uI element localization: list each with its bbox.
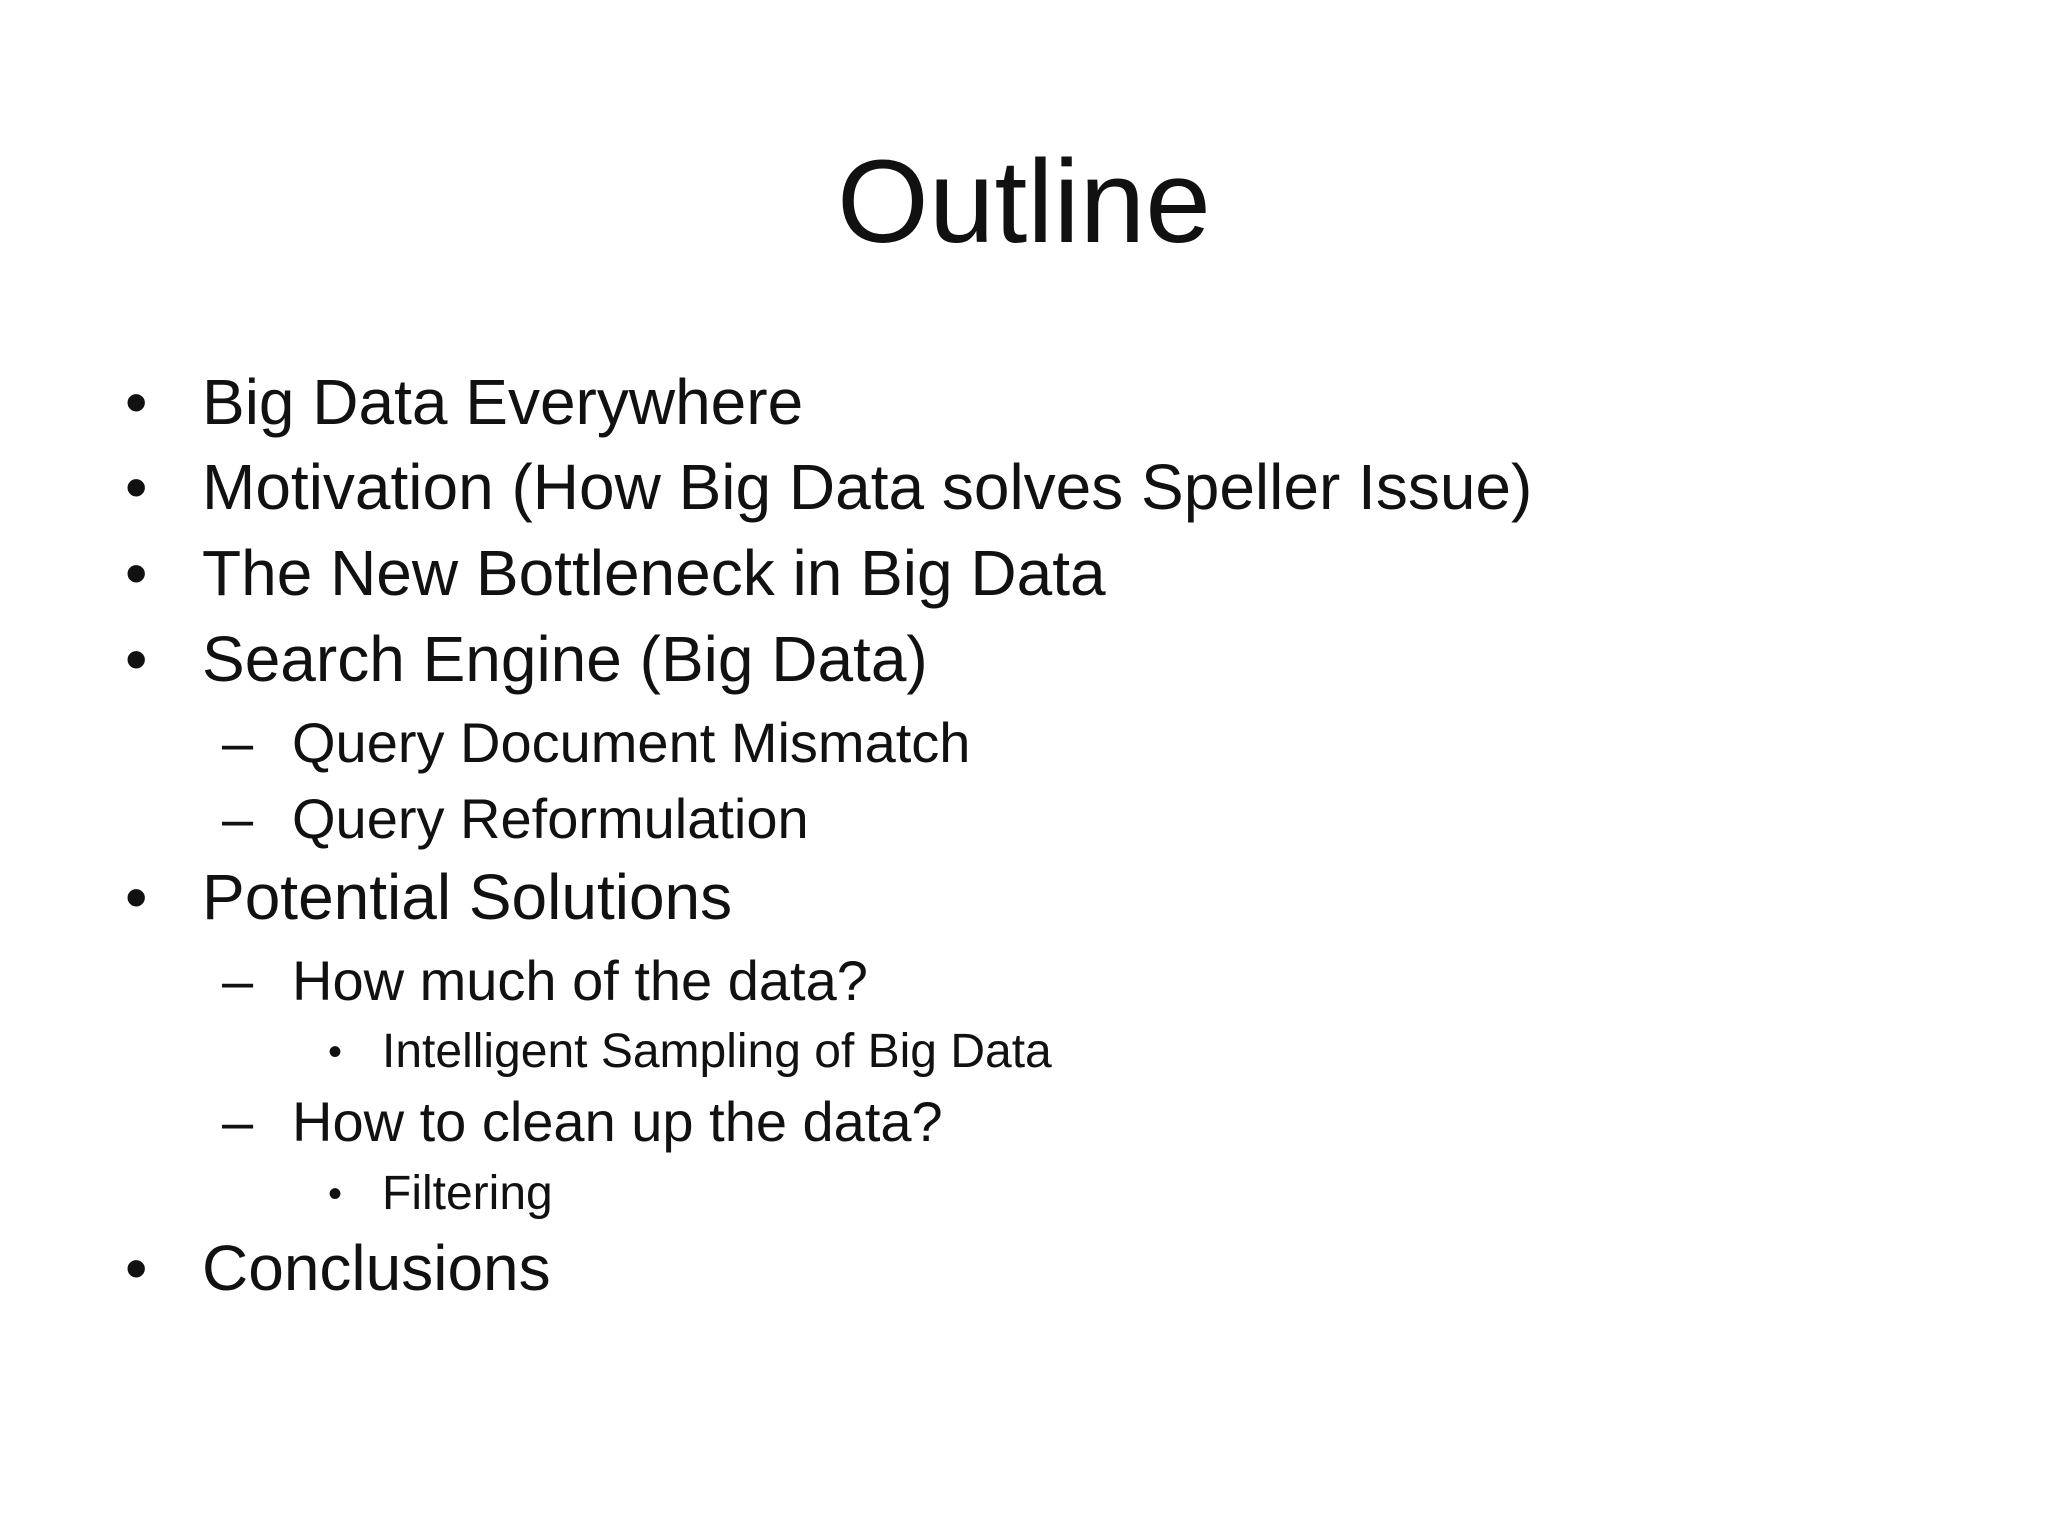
bullet-text: Motivation (How Big Data solves Speller Issue) (202, 451, 1533, 523)
dash-marker: – (222, 949, 254, 1012)
sub-bullet-text: Query Reformulation (292, 787, 809, 850)
bullet-marker: • (125, 451, 148, 523)
bullet-marker: • (328, 1030, 343, 1074)
bullet-text: Search Engine (Big Data) (202, 623, 928, 695)
bullet-marker: • (125, 861, 148, 933)
sub-bullet-text: Query Document Mismatch (292, 711, 971, 774)
bullet-text: Conclusions (202, 1232, 551, 1304)
bullet-marker: • (125, 366, 148, 438)
bullet-text: The New Bottleneck in Big Data (202, 537, 1106, 609)
bullet-text: Potential Solutions (202, 861, 733, 933)
sub-bullet-text: How to clean up the data? (292, 1090, 943, 1153)
dash-marker: – (222, 1090, 254, 1153)
bullet-marker: • (125, 537, 148, 609)
bullet-text: Big Data Everywhere (202, 366, 804, 438)
dash-marker: – (222, 787, 254, 850)
bullet-marker: • (328, 1172, 343, 1216)
bullet-marker: • (125, 623, 148, 695)
dash-marker: – (222, 711, 254, 774)
bullet-marker: • (125, 1232, 148, 1304)
sub-bullet-text: How much of the data? (292, 949, 868, 1012)
slide-title: Outline (837, 136, 1211, 268)
sub-sub-bullet-text: Filtering (382, 1167, 553, 1220)
sub-sub-bullet-text: Intelligent Sampling of Big Data (382, 1025, 1052, 1078)
